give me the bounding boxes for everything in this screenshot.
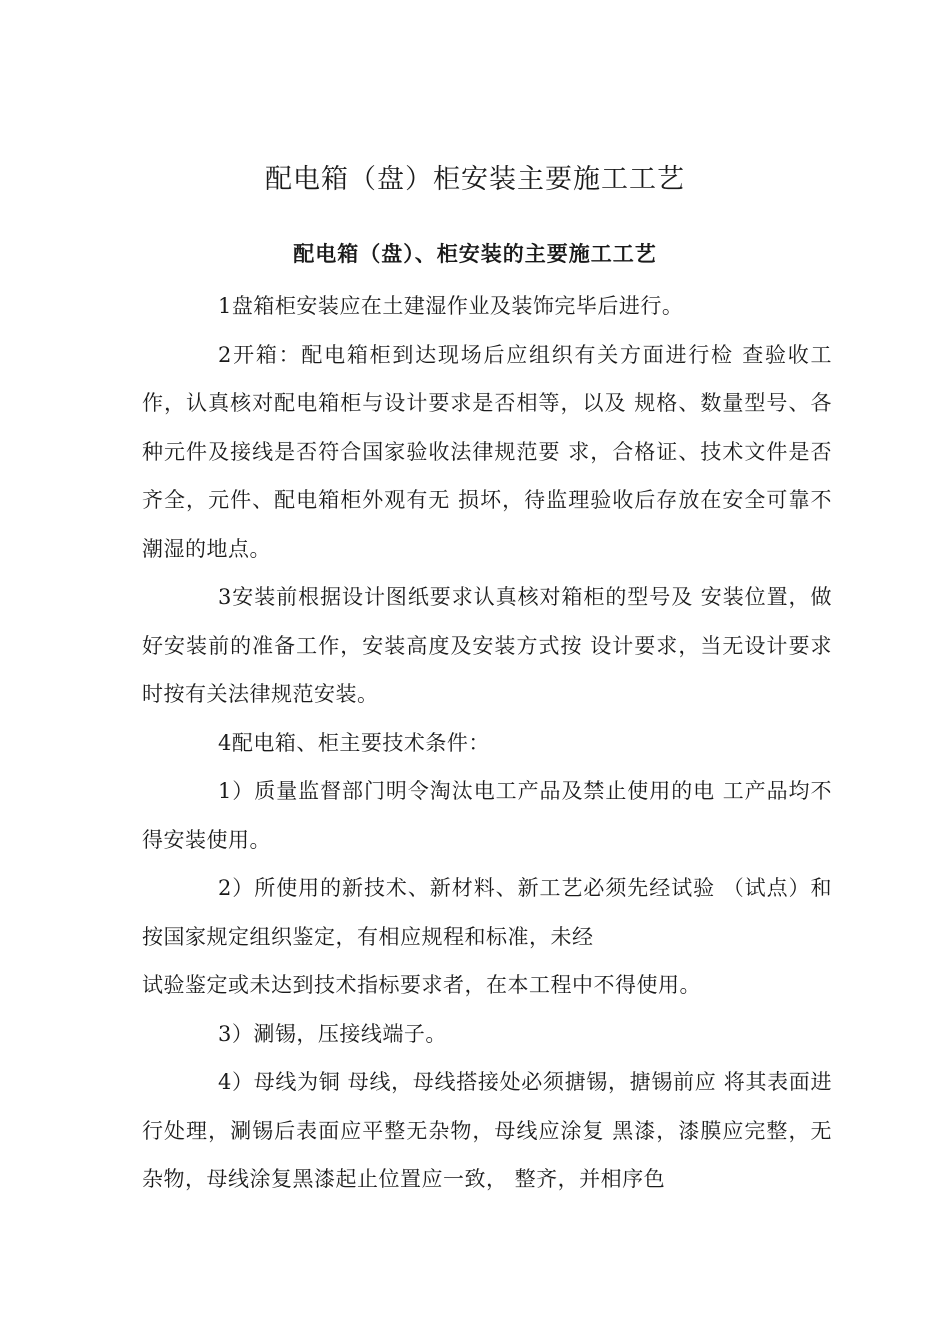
paragraph-4-2: 2）所使用的新技术、新材料、新工艺必须先经试验 （试点）和按国家规定组织鉴定，有相应规程和标准，未经: [142, 876, 832, 949]
paragraph-4-3: 3）涮锡，压接线端子。: [218, 1021, 447, 1046]
paragraph-1: 1盘箱柜安装应在土建湿作业及装饰完毕后进行。: [218, 294, 684, 318]
document-title: 配电箱（盘）柜安装主要施工工艺: [265, 164, 685, 195]
paragraph-4-2-continued: 试验鉴定或未达到技术指标要求者，在本工程中不得使用。: [142, 973, 701, 997]
paragraph-4-4: 4）母线为铜 母线，母线搭接处必须搪锡，搪锡前应 将其表面进行处理，涮锡后表面应平整无杂物，母线应涂复 黑漆，漆膜应完整，无杂物，母线涂复黑漆起止位置应一致， 整齐，并相序色: [142, 1070, 832, 1191]
document-subtitle: 配电箱（盘）、柜安装的主要施工工艺: [293, 241, 657, 266]
document-body: [142, 282, 832, 1204]
paragraph-3: 3安装前根据设计图纸要求认真核对箱柜的型号及 安装位置，做好安装前的准备工作，安装高度及安装方式按 设计要求，当无设计要求时按有关法律规范安装。: [142, 585, 832, 706]
paragraph-4-1: 1）质量监督部门明令淘汰电工产品及禁止使用的电 工产品均不得安装使用。: [142, 779, 832, 852]
paragraph-4: 4配电箱、柜主要技术条件：: [218, 730, 490, 755]
paragraph-2: 2开箱：配电箱柜到达现场后应组织有关方面进行检 查验收工作，认真核对配电箱柜与设计要求是否相等，以及 规格、数量型号、各种元件及接线是否符合国家验收法律规范要 求，合格证、技术文件是否齐全，元件、配电箱柜外观有无 损坏，待监理验收后存放在安全可靠不潮湿的地点。: [142, 342, 832, 561]
